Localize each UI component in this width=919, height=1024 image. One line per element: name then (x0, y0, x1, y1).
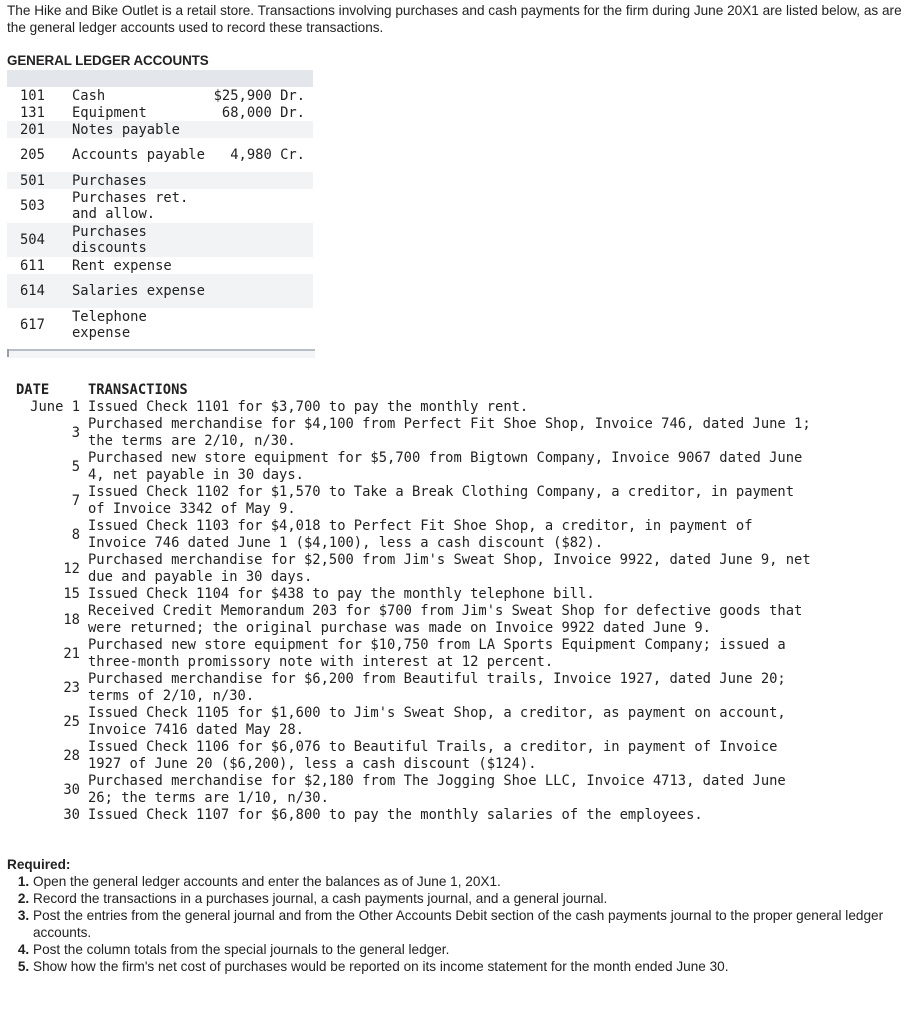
account-name: Purchases (72, 172, 210, 189)
account-name: Cash (72, 87, 106, 104)
transaction-date: 3 (71, 424, 80, 441)
transaction-text: Purchased merchandise for $6,200 from Beautiful trails, Invoice 1927, dated June 20; terms of 2/10, n/30. (88, 671, 786, 704)
general-ledger-table (7, 70, 313, 342)
transaction-date: 30 (63, 781, 80, 798)
required-list (7, 873, 912, 975)
account-balance (210, 121, 313, 138)
transaction-date: 8 (71, 526, 80, 543)
account-name: Notes payable (72, 121, 210, 138)
ledger-row-accounts-payable (7, 138, 313, 172)
required-item: 3. Post the entries from the general journal and from the Other Accounts Debit section of the cash payments journal to the proper general ledger accounts. (33, 907, 912, 941)
account-number: 501 (7, 172, 72, 189)
account-balance: 4,980 Cr. (230, 147, 305, 163)
date-column-header: DATE (16, 382, 50, 398)
ledger-row-salaries-expense (7, 274, 313, 308)
transaction-text: Issued Check 1101 for $3,700 to pay the monthly rent. (88, 399, 529, 415)
account-balance: $25,900 Dr. (213, 87, 305, 104)
account-balance (210, 257, 313, 274)
account-number: 614 (7, 274, 72, 308)
account-balance (210, 274, 313, 308)
transaction-date: 12 (63, 560, 80, 577)
transaction-text: Received Credit Memorandum 203 for $700 from Jim's Sweat Shop for defective goods that were returned; the original purchase was made on Invoice 9922 dated June 9. (88, 603, 803, 636)
account-name: Purchases discounts (72, 223, 210, 257)
transaction-text: Issued Check 1102 for $1,570 to Take a Break Clothing Company, a creditor, in payment of Invoice 3342 of May 9. (88, 484, 795, 517)
transaction-date: 21 (63, 645, 80, 662)
transaction-text: Purchased merchandise for $4,100 from Perfect Fit Shoe Shop, Invoice 746, dated June 1; the terms are 2/10, n/30. (88, 416, 811, 449)
account-number: 201 (7, 121, 72, 138)
required-item: 2. Record the transactions in a purchases journal, a cash payments journal, and a general journal. (33, 890, 912, 907)
transaction-text: Issued Check 1105 for $1,600 to Jim's Sweat Shop, a creditor, as payment on account, Invoice 7416 dated May 28. (88, 705, 786, 738)
transaction-row (7, 705, 818, 739)
general-ledger-header-row (7, 70, 313, 87)
ledger-row-purchases (7, 172, 313, 189)
ledger-row-equipment (7, 104, 313, 121)
transactions-table (7, 382, 818, 824)
account-number: 101 (20, 87, 45, 104)
transactions-column-header: TRANSACTIONS (88, 382, 188, 398)
account-number: 617 (20, 317, 45, 333)
general-ledger-heading: GENERAL LEDGER ACCOUNTS (7, 53, 209, 68)
account-name: Equipment (72, 104, 147, 121)
transaction-row (7, 416, 818, 450)
account-balance: 68,000 Dr. (221, 104, 305, 121)
transaction-row (7, 586, 818, 603)
required-item: 4. Post the column totals from the special journals to the general ledger. (33, 941, 912, 958)
ledger-row-purchases-returns (7, 189, 313, 223)
transaction-text: Issued Check 1103 for $4,018 to Perfect Fit Shoe Shop, a creditor, in payment of Invoice 746 dated June 1 ($4,100), less a cash discount ($82). (88, 518, 753, 551)
transaction-text: Issued Check 1107 for $6,800 to pay the monthly salaries of the employees. (88, 807, 703, 823)
ledger-row-purchases-discounts (7, 223, 313, 257)
transaction-date: 28 (63, 747, 80, 764)
transaction-row (7, 739, 818, 773)
transaction-row (7, 399, 818, 416)
transaction-row (7, 807, 818, 824)
transaction-row (7, 518, 818, 552)
required-section (7, 856, 912, 975)
transaction-text: Purchased new store equipment for $5,700 from Bigtown Company, Invoice 9067 dated June 4, net payable in 30 days. (88, 450, 803, 483)
transaction-row (7, 637, 818, 671)
required-title: Required: (7, 857, 71, 872)
account-balance (210, 223, 313, 257)
transaction-date: 18 (63, 611, 80, 628)
transaction-date: June 1 (30, 399, 80, 415)
account-number: 504 (7, 223, 72, 257)
account-name: Salaries expense (72, 274, 210, 308)
transaction-date: 15 (63, 586, 80, 602)
required-item: 1. Open the general ledger accounts and enter the balances as of June 1, 20X1. (33, 873, 912, 890)
transaction-text: Issued Check 1104 for $438 to pay the monthly telephone bill. (88, 586, 595, 602)
transaction-row (7, 603, 818, 637)
account-number: 131 (20, 104, 45, 121)
transaction-text: Issued Check 1106 for $6,076 to Beautiful Trails, a creditor, in payment of Invoice 1927 of June 20 ($6,200), less a cash discount ($124). (88, 739, 778, 772)
transaction-row (7, 450, 818, 484)
transaction-text: Purchased new store equipment for $10,750 from LA Sports Equipment Company; issued a three-month promissory note with interest at 12 percent. (88, 637, 786, 670)
transaction-row (7, 671, 818, 705)
required-item: 5. Show how the firm's net cost of purchases would be reported on its income statement for the month ended June 30. (33, 958, 912, 975)
transaction-date: 30 (63, 807, 80, 823)
transaction-date: 23 (63, 679, 80, 696)
transactions-header-row (7, 382, 818, 399)
transaction-date: 7 (71, 492, 80, 509)
general-ledger-table-bottom-rule (7, 349, 315, 358)
ledger-row-cash (7, 87, 313, 104)
ledger-row-notes-payable (7, 121, 313, 138)
transaction-row (7, 484, 818, 518)
transaction-text: Purchased merchandise for $2,500 from Jim's Sweat Shop, Invoice 9922, dated June 9, net due and payable in 30 days. (88, 552, 811, 585)
transaction-date: 5 (71, 458, 80, 475)
account-number: 503 (20, 198, 45, 214)
ledger-row-rent-expense (7, 257, 313, 274)
account-name: Accounts payable (72, 147, 205, 163)
account-name: Telephone expense (72, 309, 147, 341)
transaction-text: Purchased merchandise for $2,180 from The Jogging Shoe LLC, Invoice 4713, dated June 26; the terms are 1/10, n/30. (88, 773, 786, 806)
account-balance (210, 308, 313, 342)
account-number: 611 (20, 257, 45, 274)
ledger-row-telephone-expense (7, 308, 313, 342)
account-balance (210, 172, 313, 189)
transaction-row (7, 552, 818, 586)
transaction-date: 25 (63, 713, 80, 730)
account-balance (210, 189, 313, 223)
intro-paragraph: The Hike and Bike Outlet is a retail store. Transactions involving purchases and cash payments for the firm during June 20X1 are listed below, as are the general ledger accounts used to record these transactions. (7, 3, 902, 35)
account-name: Rent expense (72, 257, 172, 274)
account-number: 205 (20, 147, 45, 163)
transaction-row (7, 773, 818, 807)
account-name: Purchases ret. and allow. (72, 190, 189, 222)
